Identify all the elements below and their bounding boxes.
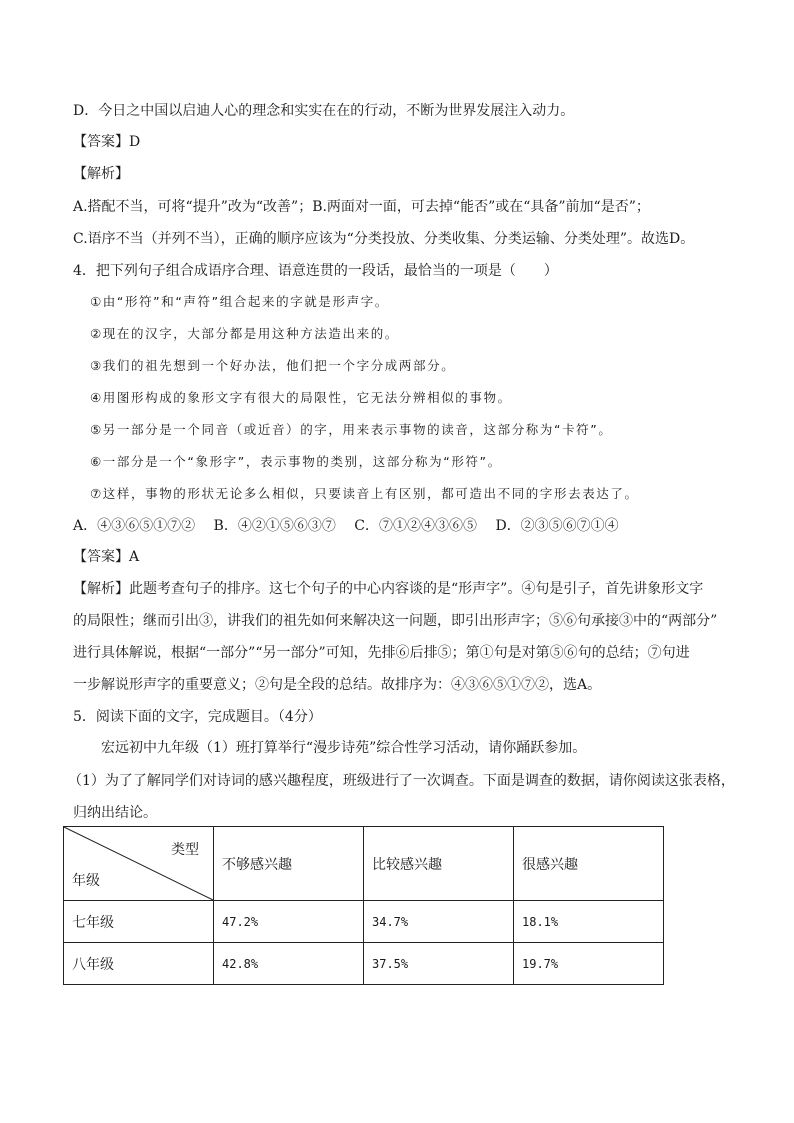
analysis-label: 【解析】	[73, 166, 129, 182]
analysis-line: C.语序不当（并列不当），正确的顺序应该为“分类投放、分类收集、分类运输、分类处理”。故选D。	[73, 231, 695, 247]
table-cell: 47.2%	[214, 901, 364, 943]
row-grade: 八年级	[64, 943, 214, 985]
option-d-text: D．今日之中国以启迪人心的理念和实实在在的行动，不断为世界发展注入动力。	[73, 103, 575, 119]
sentence-item: ⑤另一部分是一个同音（或近音）的字，用来表示事物的读音，这部分称为“卡符”。	[90, 422, 613, 437]
table-cell: 18.1%	[514, 901, 664, 943]
diagonal-header-cell	[64, 827, 214, 901]
column-header: 不够感兴趣	[214, 827, 364, 901]
survey-table	[63, 826, 664, 985]
answer-options: A．④③⑥⑤①⑦② B．④②①⑤⑥③⑦ C．⑦①②④③⑥⑤ D．②③⑤⑥⑦①④	[73, 518, 619, 534]
analysis-line: 进行具体解说，根据“一部分”“另一部分”可知，先排⑥后排⑤；第①句是对第⑤⑥句的总结；⑦句进	[73, 645, 690, 661]
sentence-item: ③我们的祖先想到一个好办法，他们把一个字分成两部分。	[90, 358, 456, 373]
table-cell: 37.5%	[364, 943, 514, 985]
table-row	[64, 943, 664, 985]
row-grade: 七年级	[64, 901, 214, 943]
sentence-item: ⑥一部分是一个“象形字”，表示事物的类别，这部分称为“形符”。	[90, 454, 502, 469]
question-4-title: 4．把下列句子组合成语序合理、语意连贯的一段话，最恰当的一项是（ ）	[73, 263, 558, 279]
sentence-item: ②现在的汉字，大部分都是用这种方法造出来的。	[90, 326, 399, 341]
analysis-line: 【解析】此题考查句子的排序。这七个句子的中心内容谈的是“形声字”。④句是引子，首先讲象形文字	[73, 581, 704, 597]
table-row	[64, 901, 664, 943]
answer-label: 【答案】D	[73, 134, 141, 150]
question-5-intro: 宏远初中九年级（1）班打算举行“漫步诗苑”综合性学习活动，请你踊跃参加。	[101, 740, 587, 756]
analysis-line: 的局限性；继而引出③，讲我们的祖先如何来解决这一问题，即引出形声字；⑤⑥句承接③中的“两部分”	[73, 613, 718, 629]
table-cell: 19.7%	[514, 943, 664, 985]
column-header: 比较感兴趣	[364, 827, 514, 901]
sentence-item: ⑦这样，事物的形状无论多么相似，只要读音上有区别，都可造出不同的字形去表达了。	[90, 486, 639, 501]
table-header-row	[64, 827, 664, 901]
answer-label: 【答案】A	[73, 549, 140, 565]
sentence-item: ④用图形构成的象形文字有很大的局限性，它无法分辨相似的事物。	[90, 390, 512, 405]
header-grade-label: 年级	[72, 873, 100, 889]
analysis-line: A.搭配不当，可将“提升”改为“改善”；B.两面对一面，可去掉“能否”或在“具备”前加“是否”；	[73, 199, 650, 215]
question-5-title: 5．阅读下面的文字，完成题目。（4分）	[73, 709, 322, 725]
sentence-item: ①由“形符”和“声符”组合起来的字就是形声字。	[90, 294, 389, 309]
table-cell: 34.7%	[364, 901, 514, 943]
question-5-part1: （1）为了了解同学们对诗词的感兴趣程度，班级进行了一次调查。下面是调查的数据，请你阅读这张表格，	[68, 773, 735, 789]
question-5-part1-cont: 归纳出结论。	[73, 805, 157, 821]
header-type-label: 类型	[171, 842, 199, 858]
table-cell: 42.8%	[214, 943, 364, 985]
analysis-line: 一步解说形声字的重要意义；②句是全段的总结。故排序为：④③⑥⑤①⑦②，选A。	[73, 677, 602, 693]
column-header: 很感兴趣	[514, 827, 664, 901]
